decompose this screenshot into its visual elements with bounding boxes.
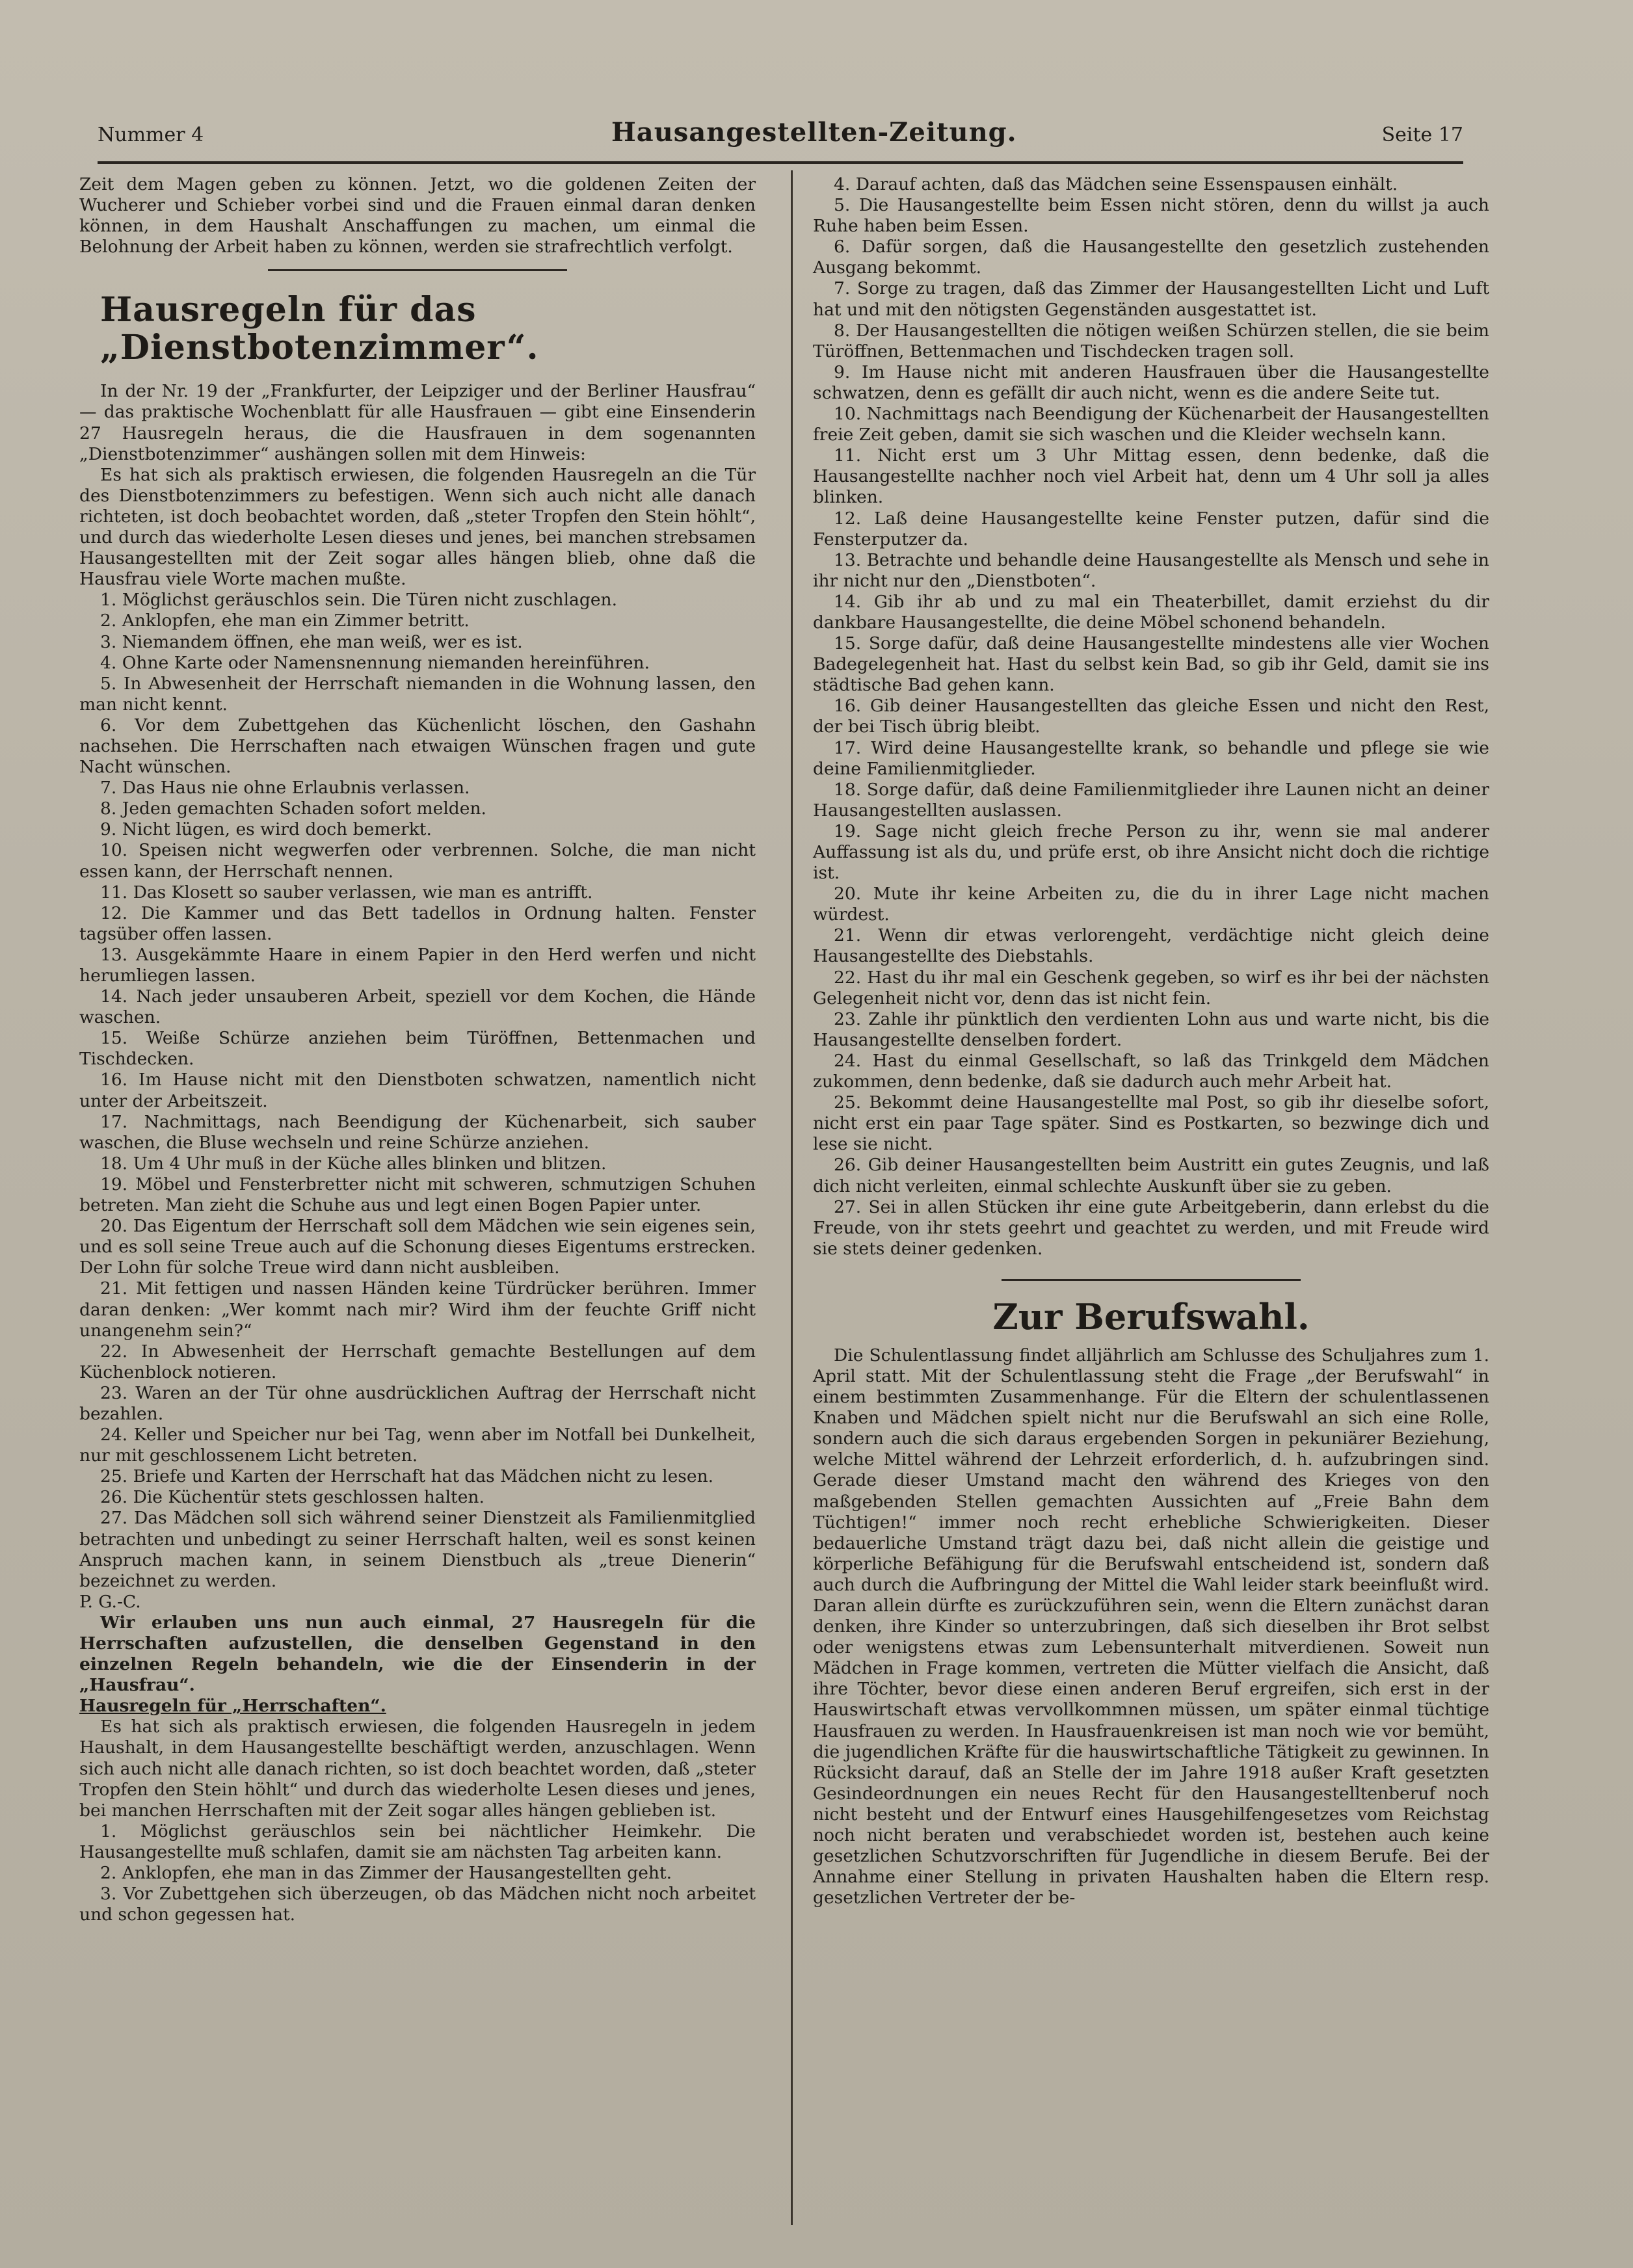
rules-list-dienstboten [79,590,756,1592]
rule-item: 16. Im Hause nicht mit den Dienstboten schwatzen, namentlich nicht unter der Arbeitszeit. [79,1070,756,1111]
rule-item: 8. Der Hausangestellten die nötigen weißen Schürzen stellen, die sie beim Türöffnen, Bettenmachen und Tischdecken tragen soll. [813,320,1489,362]
rule-item: 14. Nach jeder unsauberen Arbeit, speziell vor dem Kochen, die Hände waschen. [79,986,756,1028]
rule-item: 17. Nachmittags, nach Beendigung der Küchenarbeit, sich sauber waschen, die Bluse wechseln und reine Schürze anziehen. [79,1111,756,1153]
article-headline-hausregeln: Hausregeln für das „Dienstbotenzimmer“. [100,290,539,368]
intro-paragraph: Zeit dem Magen geben zu können. Jetzt, wo die goldenen Zeiten der Wucherer und Schieber vorbei sind und die Frauen einmal daran denken können, in dem Haushalt Anschaffungen zu machen, um einmal die Belohnung der Arbeit haben zu können, werden sie strafrechtlich verfolgt. [79,174,756,257]
rule-item: 6. Vor dem Zubettgehen das Küchenlicht löschen, den Gashahn nachsehen. Die Herrschaften nach etwaigen Wünschen fragen und gute Nacht wünschen. [79,715,756,778]
rule-item: 2. Anklopfen, ehe man ein Zimmer betritt. [100,611,470,631]
rule-item: 8. Jeden gemachten Schaden sofort melden. [100,798,486,819]
rule-item: 26. Die Küchentür stets geschlossen halten. [100,1487,485,1508]
left-column [79,174,756,1925]
rule-item: 19. Möbel und Fensterbretter nicht mit schweren, schmutzigen Schuhen betreten. Man zieht die Schuhe aus und legt einen Bogen Papier unter. [79,1174,756,1216]
rule-item: 6. Dafür sorgen, daß die Hausangestellte den gesetzlich zustehenden Ausgang bekommt. [813,237,1489,278]
rule-item: 14. Gib ihr ab und zu mal ein Theaterbillet, damit erziehst du dir dankbare Hausangestellte, die deine Möbel schonend behandeln. [813,591,1489,633]
bold-note: Wir erlauben uns nun auch einmal, 27 Hausregeln für die Herrschaften aufzustellen, die denselben Gegenstand in den einzelnen Regeln behandeln, wie die der Einsenderin in der „Hausfrau“. [79,1612,756,1696]
rule-item: 13. Ausgekämmte Haare in einem Papier in den Herd werfen und nicht herumliegen lassen. [79,944,756,986]
rule-item: 24. Hast du einmal Gesellschaft, so laß das Trinkgeld dem Mädchen zukommen, denn bedenke, daß sie dadurch auch mehr Arbeit hat. [813,1050,1489,1092]
rule-item: 11. Nicht erst um 3 Uhr Mittag essen, denn bedenke, daß die Hausangestellte nachher noch viel Arbeit hat, denn um 4 Uhr soll ja alles blinken. [813,445,1489,508]
article-paragraph: In der Nr. 19 der „Frankfurter, der Leipziger und der Berliner Hausfrau“ — das praktische Wochenblatt für alle Hausfrauen — gibt eine Einsenderin 27 Hausregeln heraus, die die Hausfrauen in dem sogenannten „Dienstbotenzimmer“ aushängen sollen mit dem Hinweis: [79,381,756,464]
rules-list-herrschaften-part1 [79,1821,756,1925]
article-paragraph: Es hat sich als praktisch erwiesen, die folgenden Hausregeln an die Tür des Dienstbotenzimmers zu befestigen. Wenn sich auch nicht alle danach richteten, ist doch beobachtet worden, daß „steter Tropfen den Stein höhlt“, und durch das wiederholte Lesen dieses und jenes, bei manchen strebsamen Hausangestellten mit der Zeit sogar alles hängen blieb, ohne daß die Hausfrau viele Worte machen mußte. [79,464,756,590]
rule-item: 24. Keller und Speicher nur bei Tag, wenn aber im Notfall bei Dunkelheit, nur mit geschlossenem Licht betreten. [79,1425,756,1466]
rule-item: 27. Das Mädchen soll sich während seiner Dienstzeit als Familienmitglied betrachten und unbedingt zu seiner Herrschaft halten, weil es sonst keinen Anspruch machen kann, in seinem Dienstbuch als „treue Dienerin“ bezeichnet zu werden. [79,1508,756,1591]
rule-item: 20. Mute ihr keine Arbeiten zu, die du in ihrer Lage nicht machen würdest. [813,884,1489,925]
rule-item: 18. Sorge dafür, daß deine Familienmitglieder ihre Launen nicht an deiner Hausangestellten auslassen. [813,779,1489,821]
rule-item: 12. Die Kammer und das Bett tadellos in Ordnung halten. Fenster tagsüber offen lassen. [79,903,756,944]
rule-item: 4. Darauf achten, daß das Mädchen seine Essenspausen einhält. [834,174,1398,194]
rules-list-herrschaften-part2 [813,174,1489,1259]
rule-item: 22. In Abwesenheit der Herrschaft gemachte Bestellungen auf dem Küchenblock notieren. [79,1341,756,1382]
rule-item: 1. Möglichst geräuschlos sein. Die Türen nicht zuschlagen. [100,590,617,611]
right-column [813,174,1489,1908]
rule-item: 7. Das Haus nie ohne Erlaubnis verlassen. [100,778,470,798]
column-divider [791,170,793,2225]
rule-item: 22. Hast du ihr mal ein Geschenk gegeben, so wirf es ihr bei der nächsten Gelegenheit nicht vor, denn das ist nicht fein. [813,967,1489,1009]
page-header [98,117,1463,156]
issue-number: Nummer 4 [98,124,204,146]
rule-item: 11. Das Klosett so sauber verlassen, wie man es antrifft. [100,882,593,903]
rule-item: 4. Ohne Karte oder Namensnennung niemanden hereinführen. [100,652,650,673]
rule-item: 25. Briefe und Karten der Herrschaft hat das Mädchen nicht zu lesen. [100,1466,714,1487]
rule-item: 3. Vor Zubettgehen sich überzeugen, ob das Mädchen nicht noch arbeitet und schon gegessen hat. [79,1884,756,1925]
rule-item: 15. Sorge dafür, daß deine Hausangestellte mindestens alle vier Wochen Badegelegenheit hat. Hast du selbst kein Bad, so gib ihr Geld, damit sie ins städtische Bad gehen kann. [813,633,1489,696]
rule-item: 26. Gib deiner Hausangestellten beim Austritt ein gutes Zeugnis, und laß dich nicht verleiten, einmal schlechte Auskunft über sie zu geben. [813,1155,1489,1196]
rule-item: 2. Anklopfen, ehe man in das Zimmer der Hausangestellten geht. [100,1863,672,1884]
rule-item: 5. Die Hausangestellte beim Essen nicht stören, denn du willst ja auch Ruhe haben beim Essen. [813,195,1489,237]
rule-item: 9. Nicht lügen, es wird doch bemerkt. [100,819,432,840]
rule-item: 17. Wird deine Hausangestellte krank, so behandle und pflege sie wie deine Familienmitglieder. [813,737,1489,779]
article-headline-berufswahl: Zur Berufswahl. [992,1295,1310,1338]
rule-item: 20. Das Eigentum der Herrschaft soll dem Mädchen wie sein eigenes sein, und es soll seine Treue auch auf die Schonung dieses Eigentums erstrecken. Der Lohn für solche Treue wird dann nicht ausbleiben. [79,1216,756,1278]
rule-item: 15. Weiße Schürze anziehen beim Türöffnen, Bettenmachen und Tischdecken. [79,1028,756,1070]
rule-item: 18. Um 4 Uhr muß in der Küche alles blinken und blitzen. [100,1153,607,1174]
rule-item: 1. Möglichst geräuschlos sein bei nächtlicher Heimkehr. Die Hausangestellte muß schlafen, damit sie am nächsten Tag arbeiten kann. [79,1821,756,1862]
ornamental-divider [1002,1276,1301,1283]
rule-item: 23. Zahle ihr pünktlich den verdienten Lohn aus und warte nicht, bis die Hausangestellte denselben fordert. [813,1009,1489,1050]
rule-item: 25. Bekommt deine Hausangestellte mal Post, so gib ihr dieselbe sofort, nicht erst ein paar Tage später. Sind es Postkarten, so bezwinge dich und lese sie nicht. [813,1092,1489,1155]
rule-item: 23. Waren an der Tür ohne ausdrücklichen Auftrag der Herrschaft nicht bezahlen. [79,1382,756,1424]
header-rule [98,161,1463,164]
page-number: Seite 17 [1381,124,1463,146]
article-paragraph: Die Schulentlassung findet alljährlich am Schlusse des Schuljahres zum 1. April statt. Mit der Schulentlassung steht die Frage „der Berufswahl“ in einem bestimmten Zusammenhange. Für die Eltern der schulentlassenen Knaben und Mädchen spielt nicht nur die Berufswahl an sich eine Rolle, sondern auch die sich daraus ergebenden Sorgen in pekuniärer Beziehung, welche Mittel während der Lehrzeit erforderlich, d. h. aufzubringen sind. Gerade dieser Umstand macht den während des Krieges von den maßgebenden Stellen gemachten Aussichten auf „Freie Bahn dem Tüchtigen!“ immer noch recht erhebliche Schwierigkeiten. Dieser bedauerliche Umstand trägt dazu bei, daß nicht allein die geistige und körperliche Befähigung für die Berufswahl entscheidend ist, sondern daß auch durch die Aufbringung der Mittel die Wahl leider stark beeinflußt wird. Daran allein dürfte es zurückzuführen sein, wenn die Eltern zunächst daran denken, ihre Kinder so unterzubringen, daß sich dieselben ihr Brot selbst oder wenigstens etwas zum Lebensunterhalt mitverdienen. Soweit nun Mädchen in Frage kommen, vertreten die Mütter vielfach die Ansicht, daß ihre Töchter, bevor diese einen anderen Beruf ergreifen, sich erst in der Hauswirtschaft etwas vervollkommnen müssen, um später einmal tüchtige Hausfrauen zu werden. In Hausfrauenkreisen ist man noch wie vor bemüht, die jugendlichen Kräfte für die hauswirtschaftliche Tätigkeit zu gewinnen. In Rücksicht darauf, daß an Stelle der im Jahre 1918 außer Kraft gesetzten Gesindeordnungen ein neues Recht für den Hausangestelltenberuf noch nicht besteht und der Entwurf eines Hausgehilfengesetzes vom Reichstag noch nicht beraten und verabschiedet worden ist, bestehen auch keine gesetzlichen Schutzvorschriften für Jugendliche in diesem Berufe. Bei der Annahme einer Stellung in privaten Haushalten haben die Eltern resp. gesetzlichen Vertreter der be- [813,1345,1489,1908]
newspaper-title: Hausangestellten-Zeitung. [611,117,1017,148]
rule-item: 10. Nachmittags nach Beendigung der Küchenarbeit der Hausangestellten freie Zeit geben, damit sie sich waschen und die Kleider wechseln kann. [813,404,1489,445]
rule-item: 5. In Abwesenheit der Herrschaft niemanden in die Wohnung lassen, den man nicht kennt. [79,673,756,715]
rule-item: 3. Niemandem öffnen, ehe man weiß, wer es ist. [100,631,523,652]
rule-item: 13. Betrachte und behandle deine Hausangestellte als Mensch und sehe in ihr nicht nur den „Dienstboten“. [813,549,1489,591]
article-paragraph: Es hat sich als praktisch erwiesen, die folgenden Hausregeln in jedem Haushalt, in dem Hausangestellte beschäftigt werden, anzuschlagen. Wenn sich auch nicht alle danach richten, so ist doch beachtet worden, daß „steter Tropfen den Stein höhlt“ und durch das wiederholte Lesen dieses und jenes, bei manchen Herrschaften mit der Zeit sogar alles hängen geblieben ist. [79,1717,756,1821]
subheading-herrschaften: Hausregeln für „Herrschaften“. [79,1696,386,1717]
rule-item: 10. Speisen nicht wegwerfen oder verbrennen. Solche, die man nicht essen kann, der Herrschaft nennen. [79,840,756,882]
rule-item: 9. Im Hause nicht mit anderen Hausfrauen über die Hausangestellte schwatzen, denn es gefällt dir auch nicht, wenn es die andere Seite tut. [813,362,1489,403]
rule-item: 12. Laß deine Hausangestellte keine Fenster putzen, dafür sind die Fensterputzer da. [813,508,1489,549]
ornamental-divider [268,267,567,273]
rule-item: 21. Mit fettigen und nassen Händen keine Türdrücker berühren. Immer daran denken: „Wer kommt nach mir? Wird ihm der feuchte Griff nicht unangenehm sein?“ [79,1278,756,1341]
rule-item: 21. Wenn dir etwas verlorengeht, verdächtige nicht gleich deine Hausangestellte des Diebstahls. [813,925,1489,967]
author-signature: P. G.-C. [79,1591,141,1612]
rule-item: 7. Sorge zu tragen, daß das Zimmer der Hausangestellten Licht und Luft hat und mit den nötigsten Gegenständen ausgestattet ist. [813,278,1489,320]
rule-item: 19. Sage nicht gleich freche Person zu ihr, wenn sie mal anderer Auffassung ist als du, und prüfe erst, ob ihre Ansicht nicht doch die richtige ist. [813,821,1489,884]
rule-item: 16. Gib deiner Hausangestellten das gleiche Essen und nicht den Rest, der bei Tisch übrig bleibt. [813,696,1489,737]
rule-item: 27. Sei in allen Stücken ihr eine gute Arbeitgeberin, dann erlebst du die Freude, von ihr stets geehrt und geachtet zu werden, und mit Freude wird sie stets deiner gedenken. [813,1196,1489,1259]
